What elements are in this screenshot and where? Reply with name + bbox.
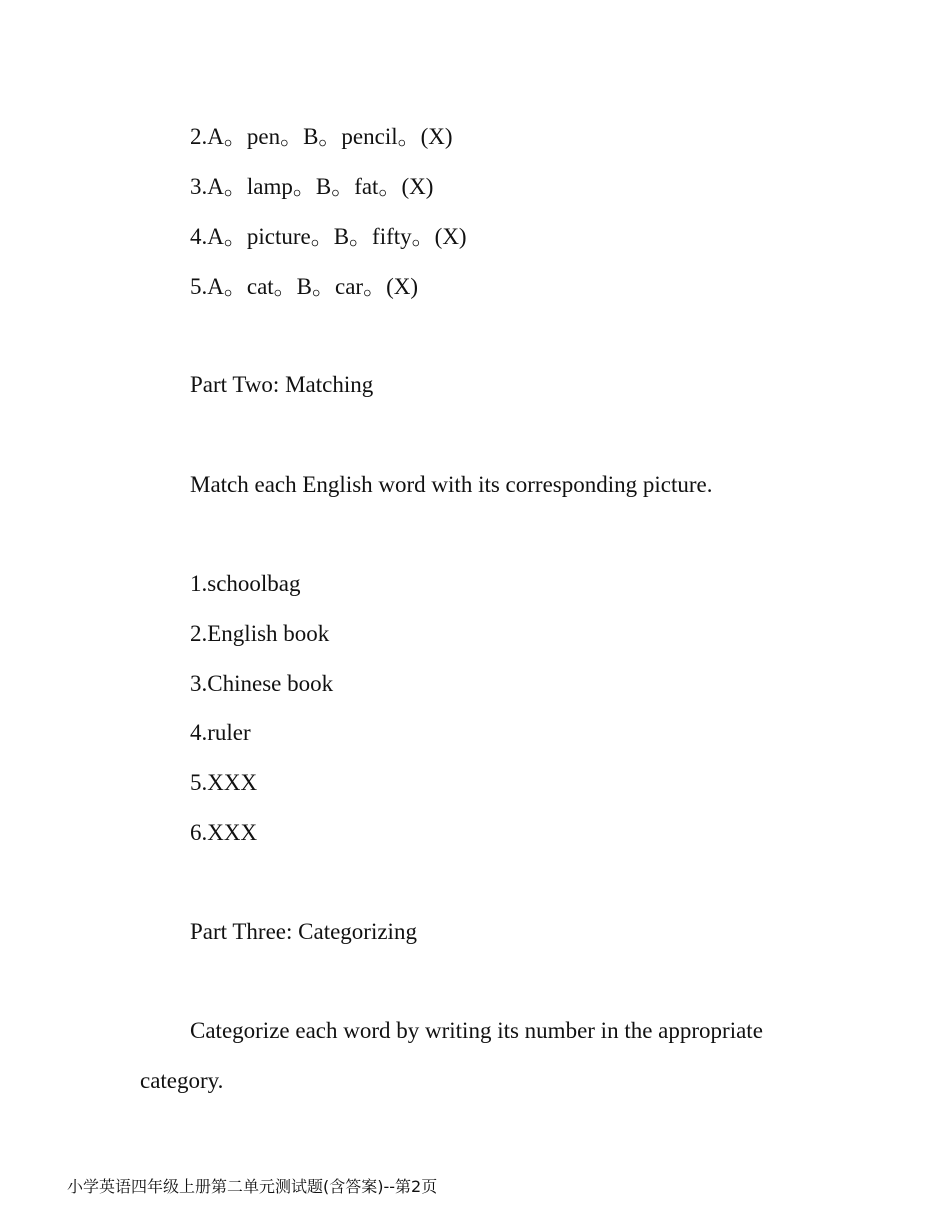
part-two-heading: Part Two: Matching: [190, 372, 374, 397]
matching-item-2: 2.English book: [190, 621, 330, 646]
matching-item-6: 6.XXX: [190, 820, 258, 845]
part-two-instruction: Match each English word with its corresponding picture.: [190, 472, 713, 497]
matching-item-5: 5.XXX: [190, 770, 258, 795]
answer-line-4: 4.A。picture。B。fifty。(X): [190, 224, 467, 249]
answer-line-3: 3.A。lamp。B。fat。(X): [190, 174, 434, 199]
answer-line-5: 5.A。cat。B。car。(X): [190, 274, 419, 299]
part-three-instruction: Categorize each word by writing its number in the appropriate category.: [140, 1018, 763, 1093]
answer-line-2: 2.A。pen。B。pencil。(X): [190, 124, 453, 149]
matching-item-3: 3.Chinese book: [190, 671, 334, 696]
matching-item-4: 4.ruler: [190, 720, 251, 745]
page-footer: 小学英语四年级上册第二单元测试题(含答案)--第2页: [67, 1177, 438, 1196]
matching-item-1: 1.schoolbag: [190, 571, 301, 596]
part-three-heading: Part Three: Categorizing: [190, 919, 417, 944]
